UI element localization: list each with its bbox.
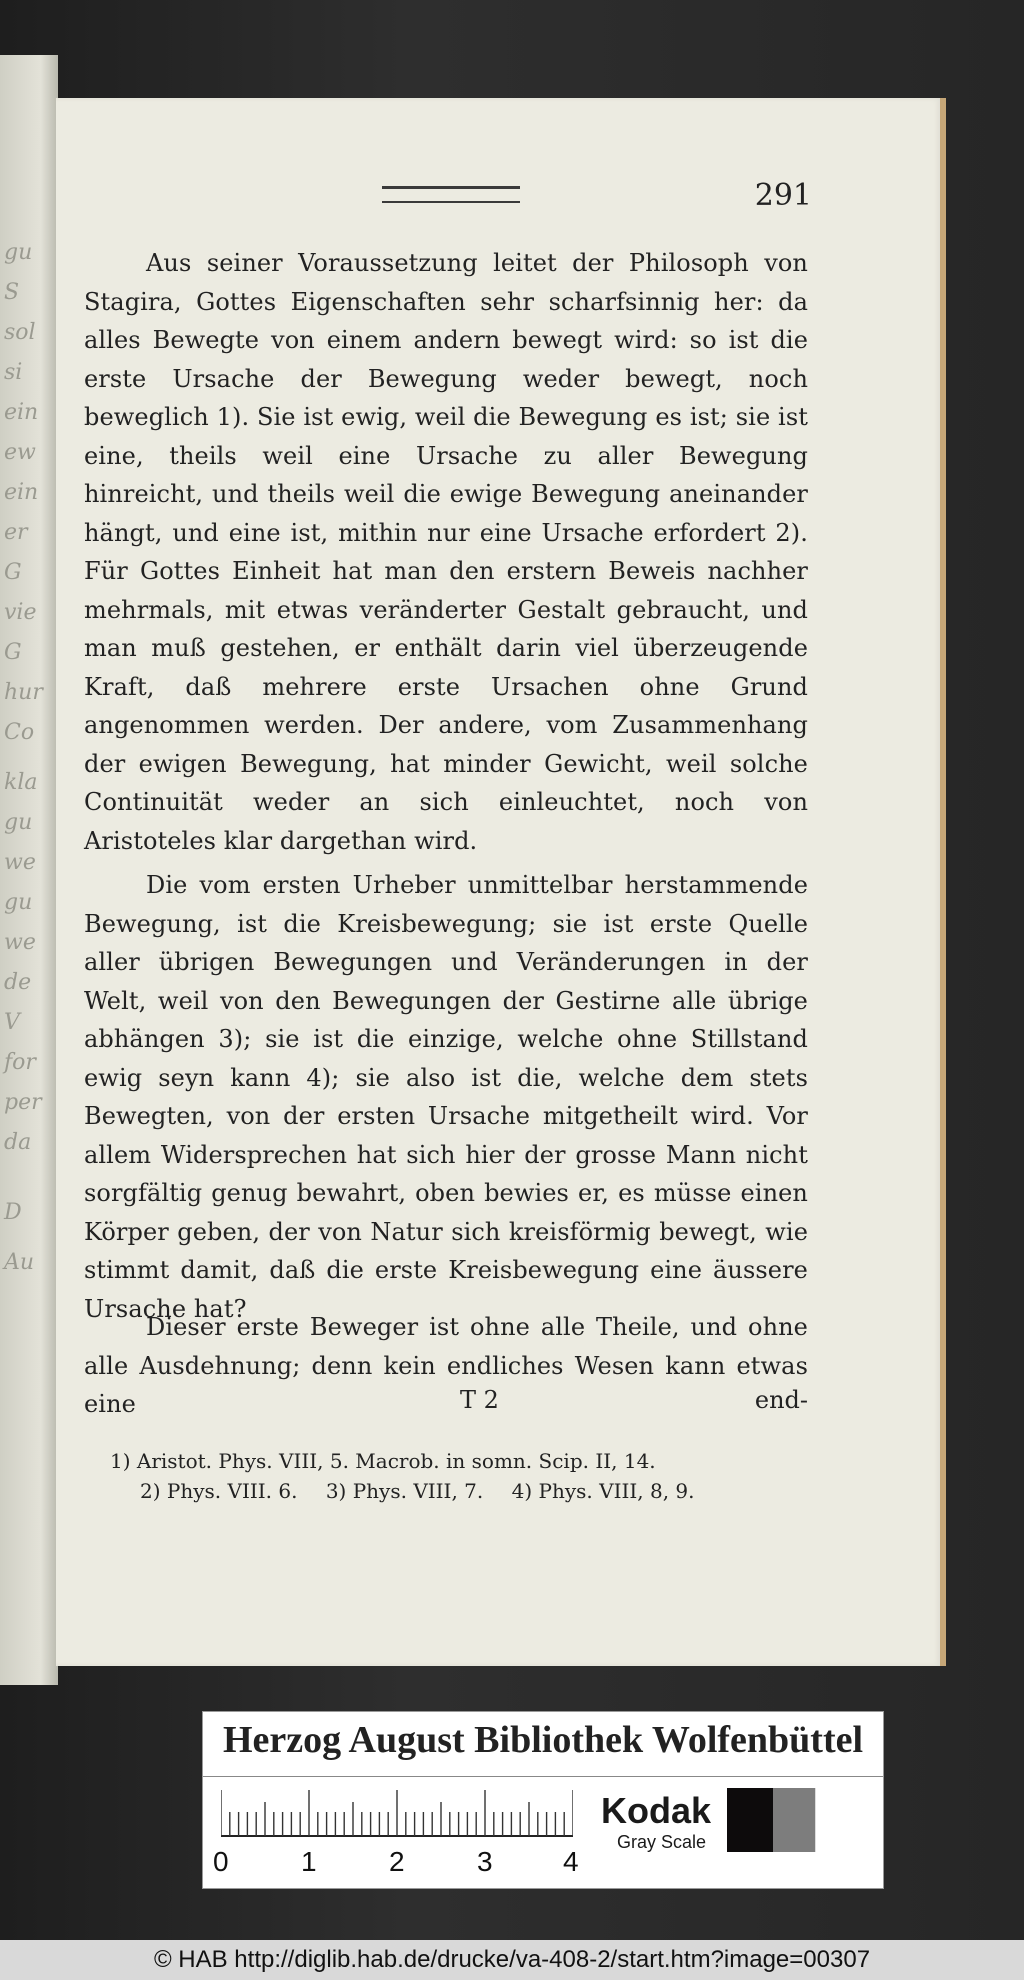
bleed-fragment: ew — [4, 440, 36, 465]
bleed-fragment: gu — [4, 890, 33, 915]
bleed-fragment: gu — [4, 240, 33, 265]
bleed-fragment: sol — [4, 320, 36, 345]
bleed-fragment: we — [4, 930, 36, 955]
paragraph-1: Aus seiner Voraussetzung leitet der Philosoph von Stagira, Gottes Eigenschaften sehr scharfsinnig her: da alles Bewegte von einem andern bewegt wird: so ist die erste Ursache der Bewegung weder bewegt, noch beweglich 1). Sie ist ewig, weil die Bewegung es ist; sie ist eine, theils weil eine Ursache zu aller Bewegung hinreicht, und theils weil die ewige Bewegung aneinander hängt, und eine ist, mithin nur eine Ursache erfordert 2). Für Gottes Einheit hat man den erstern Beweis nachher mehrmals, mit etwas veränderter Gestalt gebraucht, und man muß gestehen, er enthält darin viel überzeugende Kraft, daß mehrere erste Ursachen ohne Grund angenommen werden. Der andere, vom Zusammenhang der ewigen Bewegung, hat minder Gewicht, weil solche Continuität weder an sich einleuchtet, noch von Aristoteles klar dargethan wird. — [84, 249, 808, 855]
footnote-line-1: 1) Aristot. Phys. VIII, 5. Macrob. in somn. Scip. II, 14. — [110, 1449, 656, 1473]
header-rule — [382, 186, 520, 203]
library-color-card — [202, 1711, 884, 1889]
paragraph-3: Dieser erste Beweger ist ohne alle Theile, und ohne alle Ausdehnung; denn kein endliches Wesen kann etwas eine — [84, 1313, 808, 1418]
ruler-label: 3 — [477, 1846, 493, 1877]
bleed-fragment: V — [4, 1010, 20, 1035]
swatch-gray — [773, 1788, 815, 1852]
ruler-label: 1 — [301, 1846, 317, 1877]
bleed-fragment: G — [4, 640, 22, 665]
library-name: Herzog August Bibliothek Wolfenbüttel — [222, 1719, 864, 1761]
swatch-white — [815, 1788, 856, 1852]
bleed-fragment: de — [4, 970, 32, 995]
bleed-fragment: Au — [4, 1250, 35, 1275]
footnote-4: 4) Phys. VIII, 8, 9. — [511, 1479, 695, 1503]
bleed-fragment: G — [4, 560, 22, 585]
bleed-fragment: vie — [4, 600, 37, 625]
page-number: 291 — [754, 178, 812, 213]
bleed-fragment: ein — [4, 480, 39, 505]
bleed-fragment: da — [4, 1130, 32, 1155]
gray-scale-label: Gray Scale — [617, 1832, 707, 1852]
copyright-url: © HAB http://diglib.hab.de/drucke/va-408-2/start.htm?image=00307 — [153, 1946, 871, 1973]
ruler-label: 4 — [563, 1846, 579, 1877]
signature-mark: T 2 — [460, 1386, 499, 1414]
swatch-black — [727, 1788, 773, 1852]
page-edge — [940, 98, 946, 1666]
footnote-2: 2) Phys. VIII. 6. — [140, 1479, 298, 1503]
ruler-label: 2 — [389, 1846, 405, 1877]
bleed-fragment: S — [4, 280, 20, 305]
footnote-3: 3) Phys. VIII, 7. — [325, 1479, 484, 1503]
bleed-fragment: kla — [4, 770, 38, 795]
left-page-edge — [0, 55, 58, 1685]
bleed-fragment: per — [4, 1090, 42, 1115]
bleed-fragment: er — [4, 520, 28, 545]
bleed-fragment: we — [4, 850, 36, 875]
bleed-fragment: si — [4, 360, 23, 385]
bleed-fragment: gu — [4, 810, 33, 835]
catchword: end- — [754, 1386, 808, 1414]
bleed-fragment: ein — [4, 400, 39, 425]
bleed-fragment: hur — [4, 680, 43, 705]
bleed-fragment: D — [4, 1200, 22, 1225]
card-divider — [203, 1776, 883, 1777]
footnotes — [110, 1446, 810, 1506]
signature-line — [84, 1386, 808, 1422]
footer-bar — [0, 1940, 1024, 1980]
footnote-line-2 — [110, 1476, 810, 1506]
ruler-scale — [221, 1788, 573, 1838]
kodak-logo: Kodak — [601, 1790, 712, 1831]
ruler-label: 0 — [213, 1846, 229, 1877]
paragraph-2: Die vom ersten Urheber unmittelbar herstammende Bewegung, ist die Kreisbewegung; sie ist erste Quelle aller übrigen Bewegungen und Veränderungen in der Welt, weil von den Bewegungen der Gestirne alle übrige abhängen 3); sie ist die einzige, welche ohne Stillstand ewig seyn kann 4); sie also ist die, welche dem stets Bewegten, von der ersten Ursache mitgetheilt wird. Vor allem Widersprechen hat sich hier der grosse Mann nicht sorgfältig genug bewahrt, oben bewies er, es müsse einen Körper geben, der von Natur sich kreisförmig bewegt, wie stimmt damit, daß die erste Kreisbewegung eine äussere Ursache hat? — [84, 871, 808, 1323]
bleed-fragment: for — [4, 1050, 36, 1075]
bleed-fragment: Co — [4, 720, 35, 745]
ruler-labels — [213, 1846, 593, 1880]
